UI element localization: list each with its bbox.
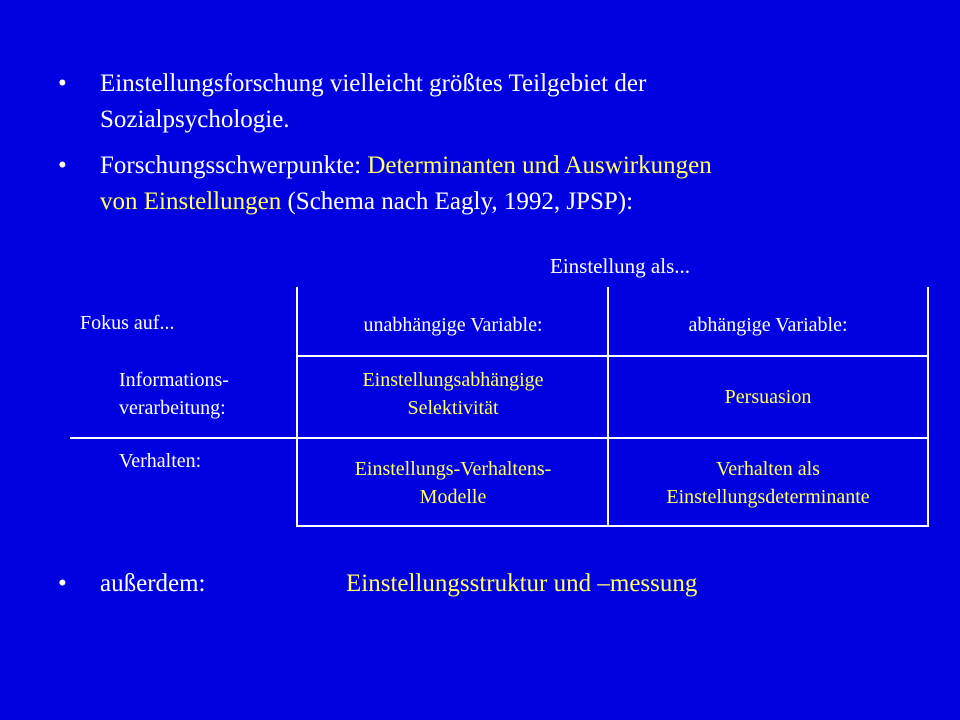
cell-line: Einstellungsdeterminante [666,486,870,508]
cell-line: Selektivität [407,397,499,419]
bullet-dot: • [58,70,67,97]
row-label-line: verarbeitung: [119,397,226,419]
cell-line: Modelle [419,486,487,508]
cell-line: Verhalten als [716,458,820,480]
grid-line-horizontal-middle [70,437,929,439]
bullet-dot: • [58,570,67,597]
cell-behavior-determinant [608,455,928,511]
table-super-header: Einstellung als... [550,254,690,278]
grid-line-vertical-3 [927,287,929,527]
bullet-suffix: (Schema nach Eagly, 1992, JPSP): [287,188,634,215]
bullet-line: Einstellungsforschung vielleicht größtes Teilgebiet der [100,70,647,97]
bullet-highlight: von Einstellungen [100,188,282,215]
bullet-highlight: Determinanten und Auswirkungen [367,152,712,179]
row-label-line: Verhalten: [119,450,202,472]
col-header-dependent: abhängige Variable: [688,314,848,336]
grid-line-horizontal-bottom [296,525,929,527]
cell-line: Einstellungsabhängige [362,369,544,391]
grid-line-vertical-2 [607,287,609,527]
row-label-line: Informations- [119,369,229,391]
cell-line: Persuasion [724,386,812,408]
bullet-dot: • [58,152,67,179]
cell-attitude-behavior-models [298,455,608,511]
grid-line-horizontal-header [296,355,929,357]
bullet-line: Sozialpsychologie. [100,106,290,133]
row-label-behavior [119,447,299,475]
grid-line-vertical-1 [296,287,298,527]
bullet-label: außerdem: [100,570,206,597]
bullet-label: Forschungsschwerpunkte: [100,152,362,179]
cell-line: Einstellungs-Verhaltens- [354,458,552,480]
row-label-information [119,366,299,422]
bullet-item-3 [58,566,918,602]
cell-selectivity [298,366,608,422]
cell-persuasion [608,383,928,411]
col-header-independent: unabhängige Variable: [363,314,543,336]
row-header-title: Fokus auf... [80,312,175,334]
bullet-highlight: Einstellungsstruktur und –messung [346,570,698,597]
bullet-text [100,566,918,602]
